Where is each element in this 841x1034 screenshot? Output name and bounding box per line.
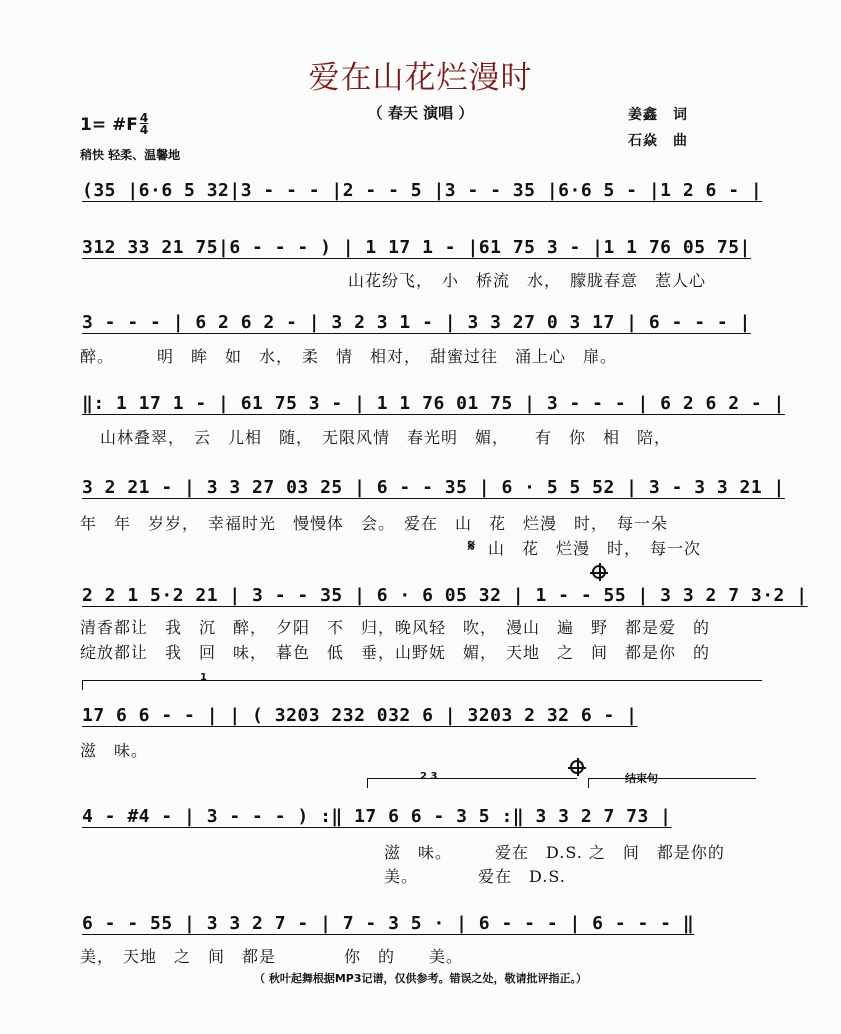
ending-hook xyxy=(588,778,589,788)
footer-note: （ 秋叶起舞根据MP3记谱，仅供参考。错误之处，敬请批评指正。） xyxy=(254,972,587,985)
notation-line-6: 2 2 1 5·2 21 | 3 - - 35 | 6 · 6 05 32 | 1 - - 55 | 3 3 2 7 3·2 | xyxy=(82,585,808,606)
composer-credit: 石焱 曲 xyxy=(628,133,688,149)
time-signature-bottom: 4 xyxy=(139,123,149,137)
notation-line-4: ‖: 1 17 1 - | 61 75 3 - | 1 1 76 01 75 | 3 - - - | 6 2 6 2 - | xyxy=(82,393,785,414)
volta-23-hook xyxy=(367,778,368,788)
tempo-marking: 稍快 轻柔、温馨地 xyxy=(80,148,181,162)
notation-line-7: 17 6 6 - - | | ( 3203 232 032 6 | 3203 2 32 6 - | xyxy=(82,705,638,726)
volta-1-hook xyxy=(82,680,83,690)
lyric-line-6a: 清香都让 我 沉 醉， 夕阳 不 归，晚风轻 吹， 漫山 遍 野 都是爱 的 xyxy=(80,618,711,637)
ending-bracket xyxy=(588,778,756,779)
notation-line-3: 3 - - - | 6 2 6 2 - | 3 2 3 1 - | 3 3 27 0 3 17 | 6 - - - | xyxy=(82,312,751,333)
lyric-line-2: 山花纷飞， 小 桥流 水， 朦胧春意 惹人心 xyxy=(348,271,707,290)
lyric-line-8b: 美。 爱在 D.S. xyxy=(384,867,566,886)
notation-line-9: 6 - - 55 | 3 3 2 7 - | 7 - 3 5 · | 6 - - - | 6 - - - ‖ xyxy=(82,913,695,934)
ending-label: 结束句 xyxy=(625,772,658,785)
lyric-line-4: 山林叠翠， 云 儿相 随， 无限风情 春光明 媚， 有 你 相 陪， xyxy=(100,428,672,447)
lyric-line-7: 滋 味。 xyxy=(80,741,149,760)
lyric-line-9: 美， 天地 之 间 都是 你 的 美。 xyxy=(80,947,464,966)
time-signature-top: 4 xyxy=(139,111,149,125)
notation-line-2: 312 33 21 75|6 - - - ) | 1 17 1 - |61 75 3 - |1 1 76 05 75| xyxy=(82,237,751,258)
key-signature: 1= #F xyxy=(80,115,138,135)
lyric-line-3: 醉。 明 眸 如 水， 柔 情 相对， 甜蜜过往 涌上心 扉。 xyxy=(80,347,618,366)
lyric-line-8a: 滋 味。 爱在 D.S. 之 间 都是你的 xyxy=(384,843,725,862)
volta-23-bracket xyxy=(367,778,577,779)
performer-line: （ 春天 演唱 ） xyxy=(367,104,474,122)
coda-sign xyxy=(592,565,606,579)
volta-23-number: 2 3 xyxy=(420,771,438,782)
lyric-line-6b: 绽放都让 我 回 味， 暮色 低 垂，山野妩 媚， 天地 之 间 都是你 的 xyxy=(80,643,711,662)
coda-sign-2 xyxy=(570,760,584,774)
lyric-line-5a: 年 年 岁岁， 幸福时光 慢慢体 会。 爱在 山 花 烂漫 时， 每一朵 xyxy=(80,514,669,533)
lyricist-credit: 姜鑫 词 xyxy=(628,107,688,123)
volta-1-number: 1 xyxy=(200,672,207,683)
segno-sign: 𝄋 xyxy=(468,536,475,555)
notation-line-1: (35 |6·6 5 32|3 - - - |2 - - 5 |3 - - 35 |6·6 5 - |1 2 6 - | xyxy=(82,180,763,201)
time-signature xyxy=(137,112,151,136)
song-title: 爱在山花烂漫时 xyxy=(308,60,533,96)
volta-1-bracket xyxy=(82,680,762,681)
lyric-line-5b: 山 花 烂漫 时， 每一次 xyxy=(488,539,702,558)
notation-line-5: 3 2 21 - | 3 3 27 03 25 | 6 - - 35 | 6 · 5 5 52 | 3 - 3 3 21 | xyxy=(82,477,785,498)
notation-line-8: 4 - #4 - | 3 - - - ) :‖ 17 6 6 - 3 5 :‖ 3 3 2 7 73 | xyxy=(82,806,672,827)
